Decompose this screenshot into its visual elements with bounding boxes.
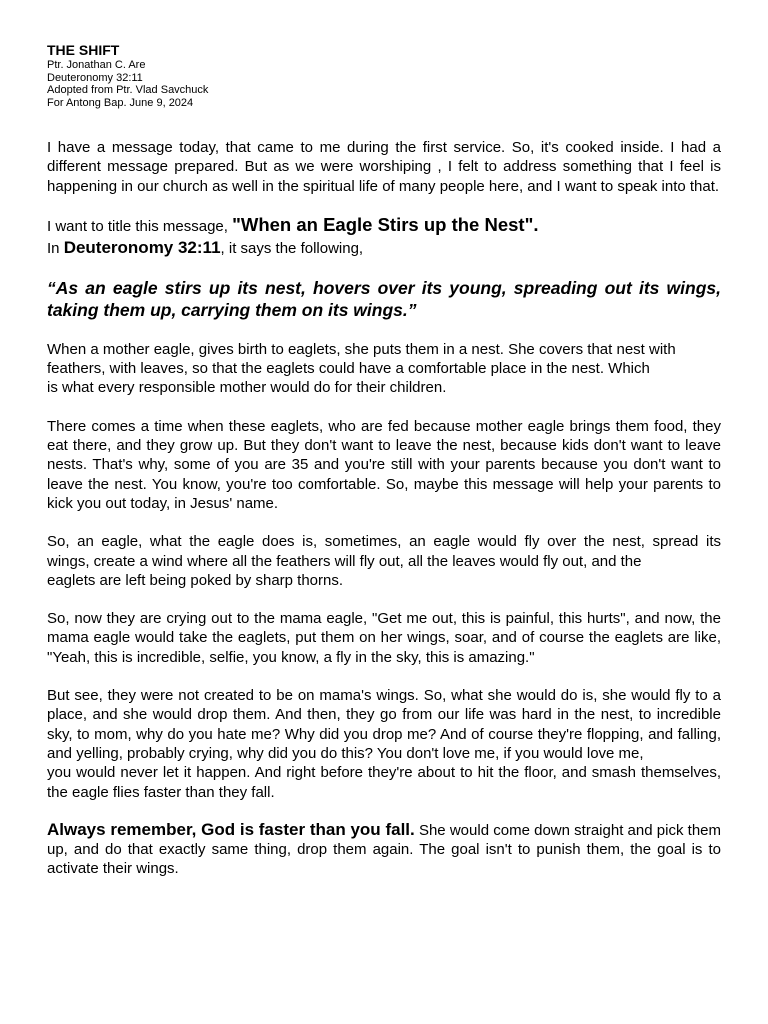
grow-up-paragraph: There comes a time when these eaglets, who are fed because mother eagle brings them food, they eat there, and they grow up. But they don't want to leave the nest, because kids don't want to leave nests. That's why, some of you are 35 and you're still with your parents because you don't want to leave the nest. You know, you're too comfortable. So, maybe this message will help your parents to kick you out today, in Jesus' name. <box>47 417 721 512</box>
adapted-from-line: Adopted from Ptr. Vlad Savchuck <box>47 84 209 96</box>
scripture-reference: Deuteronomy 32:11 <box>63 237 221 257</box>
closing-text: She would come down straight and pick them up, and do that exactly same thing, drop them again. The goal isn't to punish them, the goal is to activate their wings. <box>47 821 722 878</box>
wind-paragraph-line: So, an eagle, what the eagle does is, sometimes, an eagle would fly over the nest, spread its <box>47 533 721 551</box>
reference-suffix: , it says the following, <box>220 239 364 257</box>
reference-prefix: In <box>47 239 64 257</box>
message-title-prefix: I want to title this message, <box>47 217 233 235</box>
wind-paragraph <box>47 532 721 590</box>
document-header <box>47 42 721 109</box>
occasion-date-line: For Antong Bap. June 9, 2024 <box>47 96 194 109</box>
scripture-line: Deuteronomy 32:11 <box>47 71 143 84</box>
wind-paragraph-line: eaglets are left being poked by sharp thorns. <box>47 571 344 589</box>
document-page <box>47 42 721 879</box>
scripture-reference-line <box>47 237 721 259</box>
author-line: Ptr. Jonathan C. Are <box>47 59 146 71</box>
crying-out-paragraph: So, now they are crying out to the mama eagle, "Get me out, this is painful, this hurts", and now, the mama eagle would take the eaglets, put them on her wings, soar, and of course the eaglets are like, "Yeah, this is incredible, selfie, you know, a fly in the sky, this is amazing." <box>47 610 721 666</box>
drop-paragraph-continued: you would never let it happen. And right before they're about to hit the floor, and smash themselves, the eagle flies faster than they fall. <box>47 764 721 801</box>
nest-paragraph <box>47 340 721 398</box>
message-title-line <box>47 214 721 237</box>
message-title: "When an Eagle Stirs up the Nest". <box>232 213 539 235</box>
nest-paragraph-line: feathers, with leaves, so that the eaglets could have a comfortable place in the nest. Which <box>47 360 650 378</box>
scripture-quote: “As an eagle stirs up its nest, hovers over its young, spreading out its wings, taking them up, carrying them on its wings.” <box>47 277 721 320</box>
nest-paragraph-line: When a mother eagle, gives birth to eaglets, she puts them in a nest. She covers that nest with <box>47 340 676 358</box>
closing-paragraph <box>47 820 721 879</box>
document-title: THE SHIFT <box>47 42 120 58</box>
drop-paragraph: But see, they were not created to be on mama's wings. So, what she would do is, she would fly to a place, and she would drop them. And then, they go from our life was hard in the nest, to incredible sky, to mom, why do you hate me? Why did you drop me? And of course they're flopping, and falling, and yelling, probably crying, why did you do this? You don't love me, if you would love me, <box>47 687 721 762</box>
nest-paragraph-line: is what every responsible mother would do for their children. <box>47 379 447 397</box>
closing-emphasis: Always remember, God is faster than you fall. <box>47 819 415 839</box>
intro-paragraph: I have a message today, that came to me during the first service. So, it's cooked inside. I had a different message prepared. But as we were worshiping , I felt to address something that I feel is happening in our church as well in the spiritual life of many people here, and I want to speak into that. <box>47 139 721 195</box>
wind-paragraph-line: wings, create a wind where all the feathers will fly out, all the leaves would fly out, and the <box>47 552 642 570</box>
